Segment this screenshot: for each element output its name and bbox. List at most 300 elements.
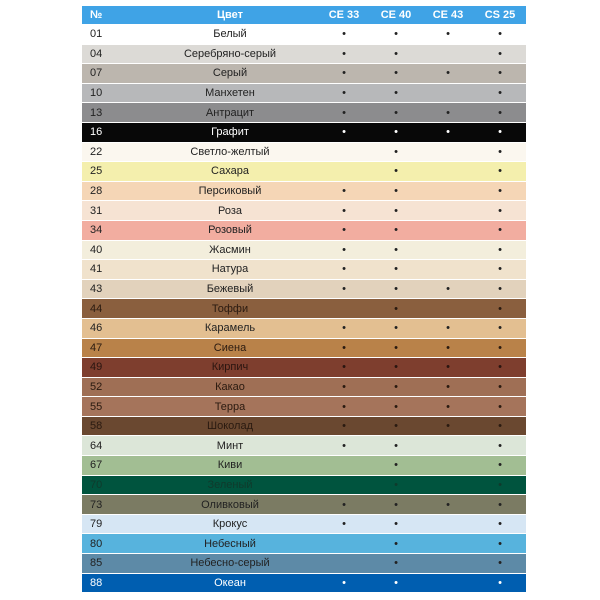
color-name: Карамель [142, 318, 318, 338]
availability-dot: • [498, 87, 502, 100]
availability-dot: • [498, 106, 502, 119]
color-name: Небесный [142, 534, 318, 554]
availability-cs25 [474, 573, 526, 593]
availability-dot: • [342, 283, 346, 296]
availability-cs25 [474, 416, 526, 436]
header-ce43: CE 43 [422, 6, 474, 25]
availability-ce40 [370, 162, 422, 182]
color-name: Роза [142, 201, 318, 221]
color-name: Небесно-серый [142, 554, 318, 574]
color-code: 22 [82, 142, 142, 162]
color-name: Сахара [142, 162, 318, 182]
availability-ce43 [422, 240, 474, 260]
availability-dot: • [394, 380, 398, 393]
availability-dot: • [498, 478, 502, 491]
table-row [82, 240, 526, 260]
availability-cs25 [474, 201, 526, 221]
availability-ce43 [422, 397, 474, 417]
availability-dot: • [342, 243, 346, 256]
availability-ce43 [422, 358, 474, 378]
availability-dot: • [342, 322, 346, 335]
availability-dot: • [394, 537, 398, 550]
availability-dot: • [446, 400, 450, 413]
availability-ce40 [370, 397, 422, 417]
header-row [82, 6, 526, 25]
availability-ce43 [422, 201, 474, 221]
availability-dot: • [342, 87, 346, 100]
availability-dot: • [498, 67, 502, 80]
availability-ce33 [318, 318, 370, 338]
color-name: Минт [142, 436, 318, 456]
availability-ce43 [422, 495, 474, 515]
availability-dot: • [498, 283, 502, 296]
availability-dot: • [394, 341, 398, 354]
availability-ce43 [422, 377, 474, 397]
availability-ce33 [318, 554, 370, 574]
availability-dot: • [498, 576, 502, 589]
availability-ce43 [422, 142, 474, 162]
color-code: 34 [82, 220, 142, 240]
availability-dot: • [498, 420, 502, 433]
availability-ce43 [422, 514, 474, 534]
availability-ce43 [422, 299, 474, 319]
table-row [82, 358, 526, 378]
availability-dot: • [394, 518, 398, 531]
availability-dot: • [342, 185, 346, 198]
availability-dot: • [498, 126, 502, 139]
availability-dot: • [446, 420, 450, 433]
availability-dot: • [342, 361, 346, 374]
availability-ce40 [370, 181, 422, 201]
availability-ce43 [422, 25, 474, 45]
availability-cs25 [474, 103, 526, 123]
table-row [82, 260, 526, 280]
availability-cs25 [474, 436, 526, 456]
availability-ce33 [318, 142, 370, 162]
availability-dot: • [498, 557, 502, 570]
table-row [82, 201, 526, 221]
color-code: 64 [82, 436, 142, 456]
color-name: Зеленый [142, 475, 318, 495]
table-row [82, 534, 526, 554]
color-name: Светло-желтый [142, 142, 318, 162]
color-code: 85 [82, 554, 142, 574]
availability-cs25 [474, 260, 526, 280]
table-row [82, 25, 526, 45]
availability-ce33 [318, 377, 370, 397]
availability-dot: • [498, 28, 502, 41]
availability-ce40 [370, 416, 422, 436]
availability-dot: • [342, 400, 346, 413]
table-row [82, 122, 526, 142]
availability-dot: • [394, 557, 398, 570]
color-name: Сиена [142, 338, 318, 358]
availability-ce40 [370, 240, 422, 260]
color-chart-table [82, 6, 526, 593]
availability-ce40 [370, 260, 422, 280]
availability-ce43 [422, 456, 474, 476]
availability-dot: • [498, 341, 502, 354]
color-code: 88 [82, 573, 142, 593]
availability-ce40 [370, 299, 422, 319]
availability-ce43 [422, 534, 474, 554]
availability-dot: • [446, 322, 450, 335]
availability-dot: • [498, 459, 502, 472]
availability-ce43 [422, 181, 474, 201]
availability-ce40 [370, 495, 422, 515]
availability-ce43 [422, 220, 474, 240]
color-name: Киви [142, 456, 318, 476]
availability-ce33 [318, 358, 370, 378]
availability-ce43 [422, 103, 474, 123]
availability-cs25 [474, 240, 526, 260]
availability-dot: • [394, 302, 398, 315]
availability-dot: • [394, 204, 398, 217]
table-row [82, 64, 526, 84]
availability-dot: • [446, 126, 450, 139]
color-name: Персиковый [142, 181, 318, 201]
availability-dot: • [498, 47, 502, 60]
availability-ce33 [318, 338, 370, 358]
availability-dot: • [498, 498, 502, 511]
availability-dot: • [498, 243, 502, 256]
availability-ce33 [318, 299, 370, 319]
color-name: Тоффи [142, 299, 318, 319]
availability-dot: • [342, 518, 346, 531]
availability-dot: • [342, 263, 346, 276]
availability-cs25 [474, 495, 526, 515]
availability-ce40 [370, 64, 422, 84]
availability-ce43 [422, 83, 474, 103]
availability-dot: • [498, 537, 502, 550]
table-row [82, 377, 526, 397]
color-name: Бежевый [142, 279, 318, 299]
table-row [82, 181, 526, 201]
availability-ce33 [318, 240, 370, 260]
availability-dot: • [498, 185, 502, 198]
availability-dot: • [394, 87, 398, 100]
table-row [82, 44, 526, 64]
color-code: 25 [82, 162, 142, 182]
table-row [82, 495, 526, 515]
availability-dot: • [394, 498, 398, 511]
availability-cs25 [474, 142, 526, 162]
availability-cs25 [474, 514, 526, 534]
availability-dot: • [394, 576, 398, 589]
availability-dot: • [394, 165, 398, 178]
header-cs25: CS 25 [474, 6, 526, 25]
color-name: Серебряно-серый [142, 44, 318, 64]
availability-ce40 [370, 103, 422, 123]
table-row [82, 83, 526, 103]
availability-cs25 [474, 220, 526, 240]
availability-dot: • [342, 224, 346, 237]
color-code: 79 [82, 514, 142, 534]
availability-ce43 [422, 64, 474, 84]
availability-ce40 [370, 377, 422, 397]
availability-ce33 [318, 220, 370, 240]
availability-ce33 [318, 162, 370, 182]
availability-dot: • [446, 341, 450, 354]
color-code: 41 [82, 260, 142, 280]
table-row [82, 436, 526, 456]
availability-ce33 [318, 64, 370, 84]
color-name: Антрацит [142, 103, 318, 123]
availability-ce40 [370, 44, 422, 64]
color-name: Океан [142, 573, 318, 593]
availability-dot: • [394, 28, 398, 41]
availability-dot: • [394, 106, 398, 119]
availability-dot: • [394, 322, 398, 335]
availability-cs25 [474, 554, 526, 574]
availability-ce33 [318, 25, 370, 45]
availability-dot: • [394, 243, 398, 256]
availability-dot: • [446, 498, 450, 511]
color-name: Крокус [142, 514, 318, 534]
color-code: 07 [82, 64, 142, 84]
availability-dot: • [446, 106, 450, 119]
color-code: 67 [82, 456, 142, 476]
availability-ce33 [318, 475, 370, 495]
availability-ce43 [422, 554, 474, 574]
table-row [82, 103, 526, 123]
color-name: Серый [142, 64, 318, 84]
color-name: Манхетен [142, 83, 318, 103]
color-name: Оливковый [142, 495, 318, 515]
availability-ce43 [422, 318, 474, 338]
color-code: 16 [82, 122, 142, 142]
availability-ce43 [422, 260, 474, 280]
header-ce40: CE 40 [370, 6, 422, 25]
table-row [82, 279, 526, 299]
availability-ce40 [370, 554, 422, 574]
table-row [82, 162, 526, 182]
color-code: 40 [82, 240, 142, 260]
table-row [82, 514, 526, 534]
table-row [82, 475, 526, 495]
availability-ce40 [370, 358, 422, 378]
availability-ce33 [318, 201, 370, 221]
availability-ce40 [370, 279, 422, 299]
availability-dot: • [394, 361, 398, 374]
availability-cs25 [474, 83, 526, 103]
availability-ce40 [370, 456, 422, 476]
availability-cs25 [474, 44, 526, 64]
color-code: 73 [82, 495, 142, 515]
availability-dot: • [498, 400, 502, 413]
availability-dot: • [342, 28, 346, 41]
table-row [82, 416, 526, 436]
color-code: 70 [82, 475, 142, 495]
color-code: 44 [82, 299, 142, 319]
color-name: Какао [142, 377, 318, 397]
availability-dot: • [394, 224, 398, 237]
color-code: 04 [82, 44, 142, 64]
table-row [82, 299, 526, 319]
availability-ce33 [318, 534, 370, 554]
availability-dot: • [498, 224, 502, 237]
color-code: 52 [82, 377, 142, 397]
availability-dot: • [342, 204, 346, 217]
header-color: Цвет [142, 6, 318, 25]
color-code: 58 [82, 416, 142, 436]
availability-ce40 [370, 475, 422, 495]
availability-cs25 [474, 122, 526, 142]
availability-ce33 [318, 397, 370, 417]
availability-cs25 [474, 338, 526, 358]
table-row [82, 554, 526, 574]
color-name: Розовый [142, 220, 318, 240]
availability-ce40 [370, 338, 422, 358]
availability-dot: • [498, 145, 502, 158]
availability-dot: • [342, 106, 346, 119]
availability-dot: • [394, 67, 398, 80]
table-row [82, 338, 526, 358]
availability-ce40 [370, 83, 422, 103]
availability-dot: • [394, 420, 398, 433]
availability-cs25 [474, 299, 526, 319]
color-code: 01 [82, 25, 142, 45]
availability-ce33 [318, 181, 370, 201]
availability-ce43 [422, 122, 474, 142]
availability-ce33 [318, 416, 370, 436]
availability-dot: • [342, 420, 346, 433]
availability-dot: • [498, 165, 502, 178]
availability-dot: • [394, 126, 398, 139]
header-number: № [82, 6, 142, 25]
availability-ce33 [318, 514, 370, 534]
color-name: Кирпич [142, 358, 318, 378]
availability-cs25 [474, 181, 526, 201]
color-code: 80 [82, 534, 142, 554]
availability-ce33 [318, 436, 370, 456]
availability-ce40 [370, 142, 422, 162]
availability-ce40 [370, 534, 422, 554]
color-code: 31 [82, 201, 142, 221]
availability-ce33 [318, 495, 370, 515]
availability-cs25 [474, 162, 526, 182]
availability-cs25 [474, 377, 526, 397]
availability-dot: • [394, 145, 398, 158]
color-code: 55 [82, 397, 142, 417]
table-row [82, 573, 526, 593]
availability-dot: • [394, 185, 398, 198]
availability-ce40 [370, 318, 422, 338]
availability-ce43 [422, 475, 474, 495]
availability-dot: • [498, 302, 502, 315]
availability-dot: • [342, 341, 346, 354]
color-name: Жасмин [142, 240, 318, 260]
availability-ce40 [370, 122, 422, 142]
availability-cs25 [474, 534, 526, 554]
availability-ce33 [318, 260, 370, 280]
availability-dot: • [394, 439, 398, 452]
availability-dot: • [498, 361, 502, 374]
table-row [82, 142, 526, 162]
table-row [82, 397, 526, 417]
availability-dot: • [394, 400, 398, 413]
availability-cs25 [474, 475, 526, 495]
availability-dot: • [446, 380, 450, 393]
availability-ce43 [422, 44, 474, 64]
availability-dot: • [342, 498, 346, 511]
availability-ce43 [422, 279, 474, 299]
availability-ce33 [318, 83, 370, 103]
availability-cs25 [474, 279, 526, 299]
header-ce33: CE 33 [318, 6, 370, 25]
availability-dot: • [498, 380, 502, 393]
availability-ce43 [422, 573, 474, 593]
availability-cs25 [474, 456, 526, 476]
color-code: 49 [82, 358, 142, 378]
availability-ce40 [370, 514, 422, 534]
availability-dot: • [394, 459, 398, 472]
availability-dot: • [342, 67, 346, 80]
availability-ce33 [318, 122, 370, 142]
availability-cs25 [474, 25, 526, 45]
color-code: 46 [82, 318, 142, 338]
availability-dot: • [342, 47, 346, 60]
table-body [82, 25, 526, 593]
availability-dot: • [498, 263, 502, 276]
table-row [82, 456, 526, 476]
availability-dot: • [498, 439, 502, 452]
availability-ce40 [370, 573, 422, 593]
availability-dot: • [342, 380, 346, 393]
color-code: 47 [82, 338, 142, 358]
color-name: Шоколад [142, 416, 318, 436]
availability-dot: • [342, 439, 346, 452]
color-code: 10 [82, 83, 142, 103]
availability-ce43 [422, 162, 474, 182]
availability-dot: • [498, 204, 502, 217]
table-row [82, 318, 526, 338]
availability-dot: • [446, 67, 450, 80]
availability-ce40 [370, 201, 422, 221]
availability-cs25 [474, 64, 526, 84]
availability-cs25 [474, 318, 526, 338]
table-row [82, 220, 526, 240]
availability-ce33 [318, 103, 370, 123]
availability-ce43 [422, 338, 474, 358]
availability-dot: • [498, 322, 502, 335]
color-name: Белый [142, 25, 318, 45]
availability-ce33 [318, 44, 370, 64]
availability-dot: • [342, 126, 346, 139]
availability-dot: • [446, 283, 450, 296]
availability-dot: • [394, 47, 398, 60]
availability-ce40 [370, 25, 422, 45]
color-name: Терра [142, 397, 318, 417]
availability-dot: • [342, 576, 346, 589]
availability-ce33 [318, 456, 370, 476]
availability-dot: • [394, 478, 398, 491]
availability-ce33 [318, 573, 370, 593]
color-name: Графит [142, 122, 318, 142]
availability-ce33 [318, 279, 370, 299]
color-code: 43 [82, 279, 142, 299]
availability-dot: • [446, 361, 450, 374]
color-code: 28 [82, 181, 142, 201]
availability-dot: • [394, 283, 398, 296]
availability-cs25 [474, 358, 526, 378]
color-code: 13 [82, 103, 142, 123]
availability-ce43 [422, 416, 474, 436]
availability-ce43 [422, 436, 474, 456]
availability-dot: • [394, 263, 398, 276]
availability-ce40 [370, 436, 422, 456]
availability-dot: • [446, 28, 450, 41]
